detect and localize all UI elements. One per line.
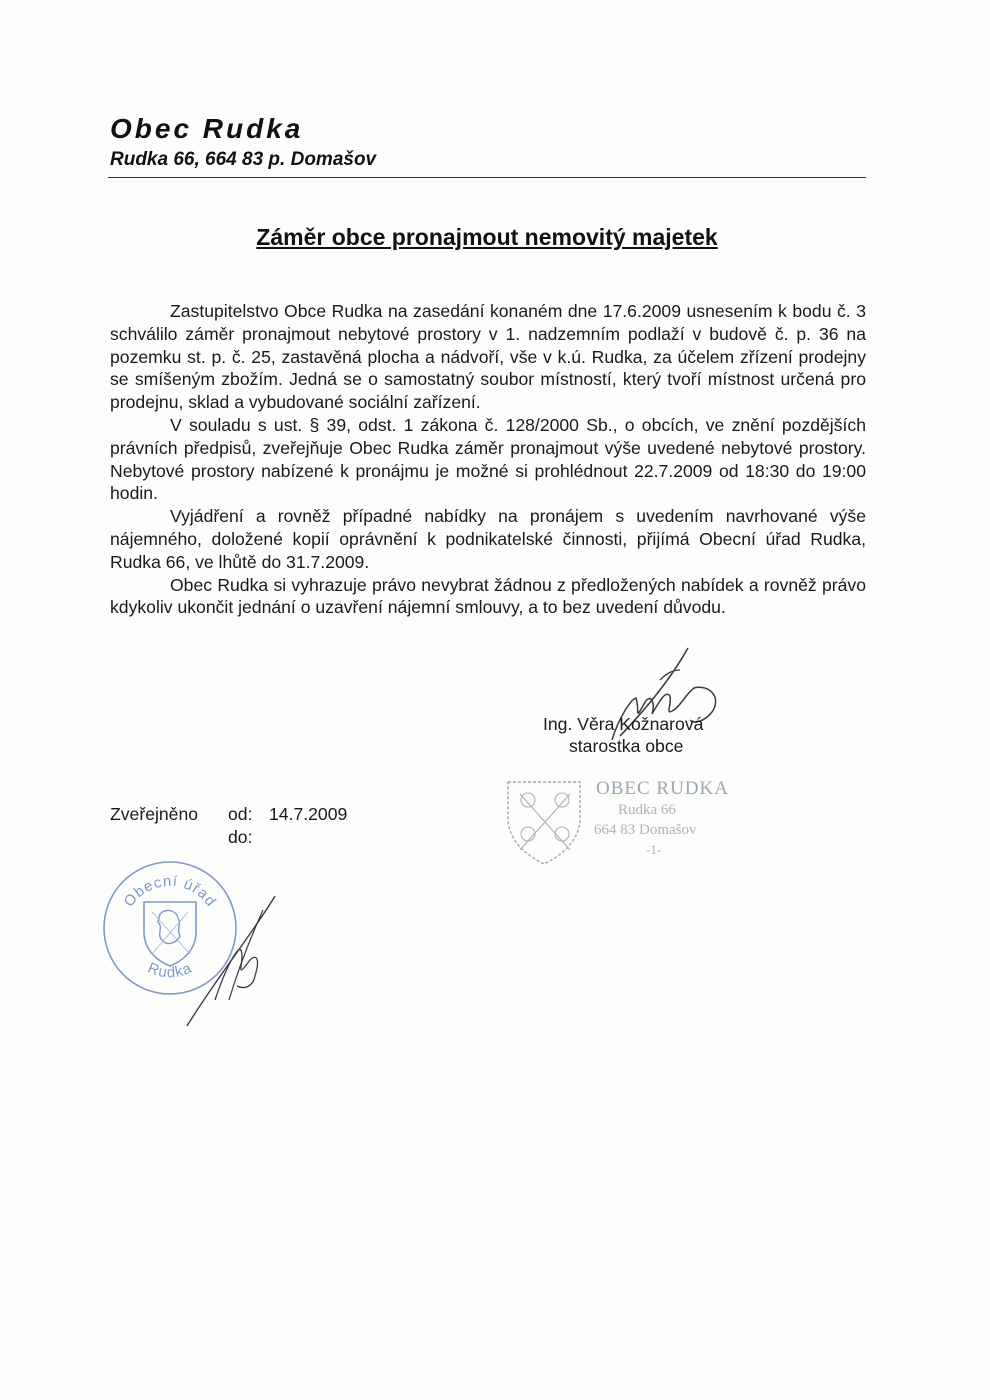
- office-stamp-top-text: Obecní úřad: [120, 872, 220, 911]
- municipality-name: Obec Rudka: [110, 113, 304, 144]
- municipal-stamp: [500, 772, 740, 868]
- published-from-date: 14.7.2009: [269, 804, 348, 824]
- document-title: Záměr obce pronajmout nemovitý majetek: [256, 224, 718, 250]
- signer-role: starostka obce: [569, 736, 684, 756]
- signer-name: Ing. Věra Kožnarová: [543, 714, 704, 734]
- stamp-line: Rudka 66: [618, 802, 676, 818]
- paragraph: Obec Rudka si vyhrazuje právo nevybrat žádnou z předložených nabídek a rovněž právo kdykoliv ukončit jednání o uzavření nájemní smlouvy, a to bez uvedení důvodu.: [110, 574, 866, 618]
- stamp-line: -1-: [646, 842, 662, 857]
- paragraph: V souladu s ust. § 39, odst. 1 zákona č. 128/2000 Sb., o obcích, ve znění pozdějších právních předpisů, zveřejňuje Obec Rudka záměr pronajmout výše uvedené nebytové prostory. Nebytové prostory nabízené k pronájmu je možné si prohlédnout 22.7.2009 od 18:30 do 19:00 hodin.: [110, 414, 866, 504]
- document-body: [110, 300, 866, 619]
- published-to-label: do:: [228, 827, 253, 847]
- stamp-line: 664 83 Domašov: [594, 822, 697, 838]
- paragraph: Vyjádření a rovněž případné nabídky na pronájem s uvedením navrhované výše nájemného, doložené kopií oprávnění k podnikatelské činnosti, přijímá Obecní úřad Rudka, Rudka 66, ve lhůtě do 31.7.2009.: [110, 506, 866, 572]
- official-signature: [175, 890, 295, 1030]
- stamp-line: OBEC RUDKA: [596, 778, 729, 799]
- paragraph: Zastupitelstvo Obce Rudka na zasedání konaném dne 17.6.2009 usnesením k bodu č. 3 schválilo záměr pronajmout nebytové prostory v 1. nadzemním podlaží v budově č. p. 36 na pozemku st. p. č. 25, zastavěná plocha a nádvoří, vše v k.ú. Rudka, za účelem zřízení prodejny se smíšeným zbožím. Jedná se o samostatný soubor místností, který tvoří místnost určená pro prodejnu, sklad a vybudované sociální zařízení.: [110, 301, 866, 413]
- published-from-label: od:: [228, 804, 253, 824]
- published-label: Zveřejněno: [110, 804, 199, 824]
- coat-of-arms-icon: [500, 772, 592, 868]
- municipality-address: Rudka 66, 664 83 p. Domašov: [110, 149, 377, 170]
- header-divider: [108, 177, 866, 178]
- office-stamp-bottom-text: Rudka: [145, 959, 195, 982]
